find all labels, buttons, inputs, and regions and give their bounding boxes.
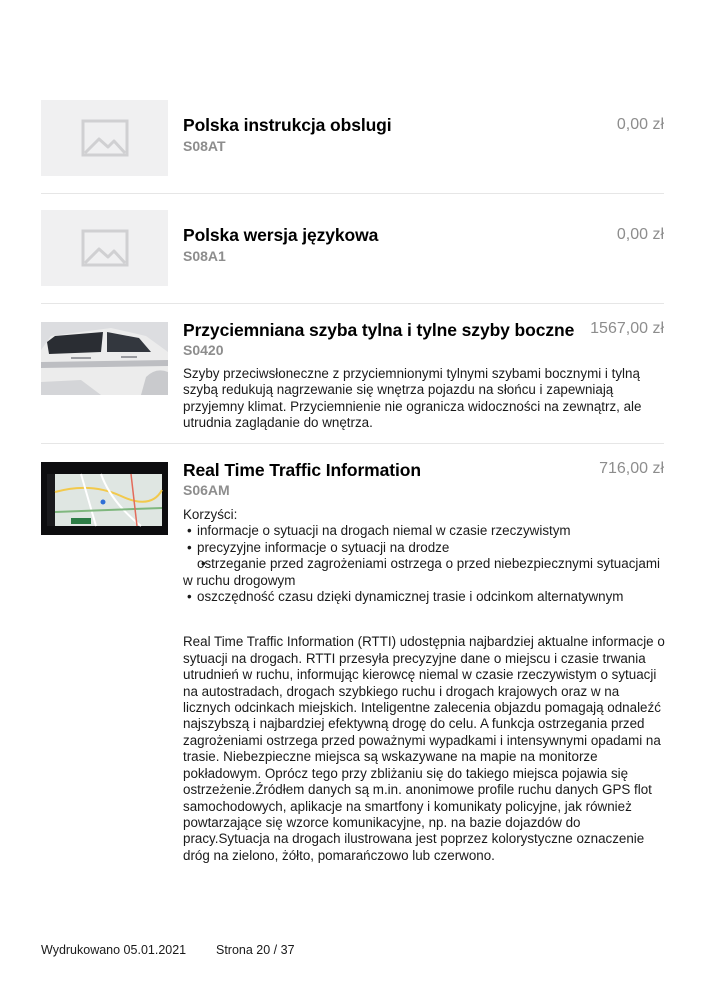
option-price: 0,00 zł (616, 116, 664, 133)
option-item (41, 320, 664, 432)
option-item (41, 210, 664, 290)
option-code: S06AM (183, 482, 230, 498)
option-thumbnail (41, 462, 168, 535)
page-number: Strona 20 / 37 (216, 943, 295, 957)
benefit-item: • informacje o sytuacji na drogach niemal w czasie rzeczywistym (183, 523, 665, 539)
option-code: S08A1 (183, 248, 226, 264)
placeholder-image-icon (81, 229, 129, 267)
benefit-item: • oszczędność czasu dzięki dynamicznej trasie i odcinkom alternatywnym (183, 589, 665, 605)
navigation-map-screen (41, 462, 168, 535)
benefit-item: • precyzyjne informacje o sytuacji na drodze (183, 540, 665, 556)
option-code: S08AT (183, 138, 226, 154)
benefits-list (183, 523, 665, 605)
placeholder-image-icon (81, 119, 129, 157)
option-description-block (183, 507, 665, 864)
option-price: 0,00 zł (616, 226, 664, 243)
option-title: Polska wersja językowa (183, 225, 379, 245)
benefit-item: • ostrzeganie przed zagrożeniami ostrzega o przed niebezpiecznymi sytuacjami w ruchu drogowym (183, 556, 665, 589)
print-date: Wydrukowano 05.01.2021 (41, 943, 187, 957)
divider (41, 443, 664, 444)
option-thumbnail (41, 322, 168, 395)
divider (41, 193, 664, 194)
option-price: 716,00 zł (599, 460, 664, 477)
benefits-heading: Korzyści: (183, 507, 238, 522)
car-side-window-photo (41, 322, 168, 395)
option-description: Szyby przeciwsłoneczne z przyciemnionymi tylnymi szybami bocznymi i tylną szybą redukują nagrzewanie się wnętrza pojazdu na słońcu i zapewniają przyjemny klimat. Przyciemnienie nie ogranicza widoczności na zewnątrz, ale utrudnia zaglądanie do wnętrza. (183, 366, 642, 431)
option-code: S0420 (183, 342, 224, 358)
option-thumbnail (41, 210, 168, 286)
option-thumbnail (41, 100, 168, 176)
option-title: Polska instrukcja obslugi (183, 115, 392, 135)
option-item (41, 100, 664, 180)
option-title: Przyciemniana szyba tylna i tylne szyby boczne (183, 320, 575, 340)
divider (41, 303, 664, 304)
option-title: Real Time Traffic Information (183, 460, 421, 480)
option-price: 1567,00 zł (590, 320, 664, 337)
option-item (41, 460, 664, 880)
option-description: Real Time Traffic Information (RTTI) udostępnia najbardziej aktualne informacje o sytuacji na drogach. RTTI przesyła precyzyjne dane o miejscu i czasie trwania utrudnień w ruchu, informując kierowcę niemal w czasie rzeczywistym o sytuacji na autostradach, drogach szybkiego ruchu i drogach krajowych oraz w na licznych odcinkach miejskich. Inteligentne zalecenia objazdu pomagają odnaleźć najszybszą i najbardziej efektywną drogę do celu. A funkcja ostrzegania przed zagrożeniami ostrzega przed poważnymi wypadkami i intensywnymi opadami na trasie. Niebezpieczne miejsca są wskazywane na mapie na monitorze pokładowym. Oprócz tego przy zbliżaniu się do takiego miejsca pojawia się ostrzeżenie.Źródłem danych są m.in. anonimowe profile ruchu danych GPS flot samochodowych, aplikacje na smartfony i komunikaty policyjne, jak również powtarzające się wzorce komunikacyjne, np. na bazie dojazdów do pracy.Sytuacja na drogach ilustrowana jest poprzez kolorystyczne oznaczenie dróg na zielono, żółto, pomarańczowo lub czerwono. (183, 634, 665, 863)
